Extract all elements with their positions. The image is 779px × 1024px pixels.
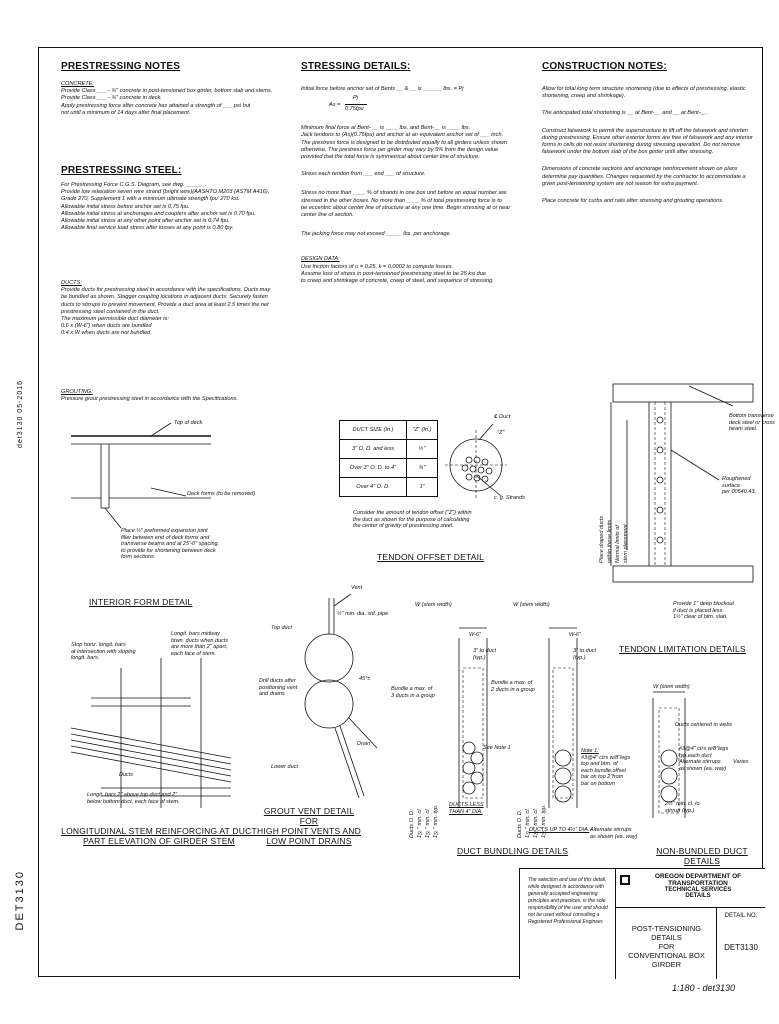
tendon-offset-note	[353, 510, 472, 530]
provide-blockout-label	[673, 601, 734, 621]
cell-size: 3" O. D. and less	[340, 440, 407, 459]
dim-labels-a	[417, 768, 424, 838]
stressing-line: be eccentric about center line of structure at any one time. Begin stressing at or near	[301, 204, 511, 211]
duct-size-table-grid	[339, 420, 438, 497]
bottom-transverse-label	[729, 413, 779, 433]
to-duct-line: 3" to duct	[573, 648, 597, 654]
formula-as: As =	[329, 102, 341, 109]
stressing-line: Stress each tendon from ___ end ___ of structure.	[301, 171, 426, 178]
dim-label: 1½" min. cl.	[425, 808, 431, 838]
drill-line: positioning vent	[259, 684, 298, 691]
to-duct-line: (typ.)	[573, 654, 586, 661]
disclaimer-line: principles and practices, is the sole	[528, 898, 606, 904]
ducts-heading: DUCTS:	[61, 280, 82, 286]
longit-midway-line: are more than 2" apart,	[171, 644, 228, 650]
stressing-line: Jack tendons to (As)(0.75fpu) and anchor at an equivalent anchor set of ___ inch.	[301, 132, 504, 139]
stressing-details-title: STRESSING DETAILS:	[301, 61, 411, 72]
ducts-centered-label: Ducts centered in webs	[675, 722, 733, 728]
z-label: "Z"	[497, 430, 505, 436]
steel-line: Allowable initial stress at anchorages and couplers after anchor set is 0.70 fpu.	[61, 210, 256, 217]
non-bundled-note	[679, 746, 728, 772]
dim-labels-a	[409, 758, 416, 838]
bottom-transverse-line: Bottom transverse	[729, 413, 774, 419]
non-bundled-w-stem: W (stem width)	[653, 684, 690, 690]
construction-notes-title: CONSTRUCTION NOTES:	[542, 61, 667, 72]
varies-label: Varies	[733, 759, 749, 765]
prestressing-notes-body	[61, 81, 296, 117]
stressing-line: stressed in the other boxes. No more than ____ % of total prestressing force is to	[301, 197, 502, 204]
disclaimer-line: not be used without consulting a	[528, 912, 600, 918]
longit-midway-label	[171, 631, 228, 657]
dim-labels-a	[425, 768, 432, 838]
date-stamp: det3130 05-2016	[17, 380, 24, 448]
construction-para: Construct falsework to permit the superstructure to lift off the falsework and shorten during prestressing. Ensure other exterior forms are free of falsework and any interior forms in cells do not resist shortening during stressing operation. Do not remove falsework under the bottom slab of the box girder until after stressing.	[542, 127, 753, 156]
roughened-line: per 00540.43.	[722, 489, 756, 495]
angle-label: 45°±	[359, 676, 371, 682]
draped-limits-label	[607, 433, 614, 563]
longit-bottom-note-line: Longit. bars 2" above top duct and 2"	[87, 792, 178, 798]
duct-size-table	[339, 420, 438, 497]
draped-limits-line: within these limits	[607, 519, 613, 563]
tendon-limitation-caption: TENDON LIMITATION DETAILS	[619, 644, 746, 654]
top-duct-label: Top duct	[271, 625, 292, 631]
title-block	[519, 868, 765, 979]
disclaimer-line: responsibility of the user and should	[528, 905, 608, 911]
dim-label: 1½" min. cl.	[533, 808, 539, 838]
stop-bars-line: Stop horiz. longit. bars	[71, 642, 126, 648]
alt-stirrups-line: Alternate stirrups	[590, 827, 632, 833]
grout-vent-caption	[254, 806, 364, 846]
longit-stem-caption-line: LONGITUDINAL STEM REINFORCING AT DUCT	[61, 826, 257, 836]
normal-limits-label	[623, 443, 630, 563]
w-minus-label-a: W-6"	[469, 632, 481, 638]
concrete-heading: CONCRETE:	[61, 81, 94, 87]
ducts-line: Provide ducts for prestressing steel in accordance with the specifications. Ducts may	[61, 287, 271, 294]
non-bundled-note-line: Alternate stirrups	[679, 759, 721, 765]
interior-form-caption: INTERIOR FORM DETAIL	[89, 597, 193, 607]
longit-midway-line: Longit. bars midway	[171, 631, 220, 637]
ducts-line: be bundled as shown. Stagger coupling locations in adjacent ducts. Securely fasten	[61, 294, 268, 301]
agency-header	[633, 873, 763, 899]
design-line: to creep and shrinkage of concrete, creep of steel, and sequence of stressing.	[301, 278, 494, 285]
stressing-line: otherwise. The prestress force per girder may vary by 5% from the design value	[301, 146, 499, 153]
stressing-formula	[301, 93, 529, 119]
see-note-label: See Note 1	[483, 745, 511, 751]
longit-bottom-note-line: below bottom duct, each face of stem.	[87, 798, 180, 805]
disclaimer-line: The selection and use of this detail,	[528, 877, 607, 883]
grouting-notes	[61, 389, 301, 403]
longit-midway-line: each face of stem.	[171, 650, 216, 657]
roughened-line: Roughened surface	[722, 476, 751, 489]
header-duct-size: DUCT SIZE (In.)	[340, 421, 407, 440]
steel-line: Allowable final service load stress after losses at any point is 0.80 fpy.	[61, 225, 234, 232]
longit-stem-caption	[59, 826, 259, 846]
table-row	[340, 440, 438, 459]
file-reference: 1:180 - det3130	[672, 983, 736, 993]
lower-duct-label: Lower duct	[271, 764, 298, 770]
stirrup-clear-line: 2½" min. cl. to	[665, 801, 700, 807]
design-data-heading: DESIGN DATA:	[301, 256, 340, 263]
cell-z: 1"	[407, 478, 438, 497]
longit-stem-caption-line: PART ELEVATION OF GIRDER STEM	[83, 836, 235, 846]
w-minus-label-b: W-6"	[569, 632, 581, 638]
cl-duct-label: ℄ Duct	[494, 414, 511, 420]
formula-bar	[345, 104, 367, 105]
dim-labels-b	[533, 768, 540, 838]
cell-z: ¾"	[407, 459, 438, 478]
cell-z: ½"	[407, 440, 438, 459]
cell-size: Over 4" O. D.	[340, 478, 407, 497]
drawing-title-line: CONVENTIONAL BOX GIRDER	[628, 951, 705, 969]
provide-blockout-line: 1½" clear of btm. slab.	[673, 614, 728, 620]
table-row	[340, 459, 438, 478]
to-duct-label-a	[473, 648, 496, 661]
drawing-sheet	[38, 47, 775, 977]
drill-line: Drill ducts after	[259, 678, 296, 684]
bottom-transverse-line: deck steel or cross	[729, 419, 775, 426]
dim-labels-b	[517, 758, 524, 838]
agency-sub: DETAILS	[685, 893, 711, 899]
dim-labels-b	[541, 768, 548, 838]
disclaimer-line: Registered Professional Engineer.	[528, 919, 604, 925]
detail-no-label: DETAIL NO.	[724, 913, 758, 919]
title-divider	[615, 907, 765, 908]
construction-para: The anticipated total shortening is __ at Bent-__ and __ at Bent-__.	[542, 110, 709, 117]
bundle2-label	[491, 680, 535, 693]
dim-label: 1½" min. cl.	[417, 808, 423, 838]
note1-line: bar on top 2"from	[581, 774, 624, 780]
ducts-label: Ducts	[119, 772, 134, 778]
normal-limits-line: stem placement	[623, 524, 629, 563]
drill-line: and drains	[259, 691, 285, 697]
bundle3-line: Bundle a max. of	[391, 686, 433, 692]
stirrup-clear-line: stirrup (typ.)	[665, 807, 695, 814]
steel-line: Grade 270, Supplement 1 with a minimum ultimate strength fpu' 270 ksi.	[61, 196, 240, 203]
disclaimer-line: generally accepted engineering	[528, 891, 598, 897]
tendon-offset-note-line: the duct as shown for the purpose of calculating	[353, 516, 470, 523]
filler-note	[121, 528, 219, 561]
stop-bars-line: at intersection with sloping	[71, 648, 136, 655]
ducts-line: 0.4 x W when ducts are not bundled.	[61, 330, 152, 337]
stressing-line: Minimum final force at Bent- __ is ____ lbs. and Bent-__ is ____ lbs.	[301, 125, 471, 132]
bottom-transverse-line: beam steel.	[729, 426, 758, 432]
dim-label: 1½" min. cl.	[525, 808, 531, 838]
concrete-line: not until a minimum of 14 days after final placement.	[61, 109, 191, 116]
w-stem-label-b: W (stem width)	[513, 602, 550, 608]
non-bundled-note-line: typ.each duct	[679, 752, 712, 759]
normal-limits-line: Normal limits of	[615, 525, 621, 563]
stressing-details-body	[301, 86, 529, 285]
longit-bottom-note	[87, 792, 180, 805]
top-of-deck-label: Top of deck	[174, 420, 203, 426]
filler-note-line: filler between end of deck forms and	[121, 534, 210, 541]
provide-blockout-line: if duct is placed less	[673, 607, 723, 614]
filler-note-line: transverse beams and at 25'-0" spacing,	[121, 541, 220, 547]
steel-line: Provide low relaxation seven wire strand (bright wire)(AASHTO M203 (ASTM A416),	[61, 189, 270, 196]
bundle2-line: 2 ducts in a group	[491, 686, 535, 693]
drawing-title-line: FOR	[658, 942, 675, 951]
construction-para: Dimensions of concrete sections and anchorage reinforcement shown on plans determine pay quantities. Changes requested by the contractor to accommodate a given post-tensioning system are not reason for extra payment.	[542, 166, 746, 187]
ducts-line: 0.6 x (W-6") when ducts are bundled	[61, 323, 152, 330]
design-line: Assume loss of stress in post-tensioned prestressing steel to be 25 ksi due	[301, 270, 486, 277]
drain-label: Drain	[357, 741, 371, 747]
title-divider	[716, 907, 717, 979]
bundle3-label	[391, 686, 435, 699]
tendon-offset-note-line: Consider the amount of tendon offset ("Z") within	[353, 510, 472, 516]
stressing-line: center line of section.	[301, 212, 354, 219]
steel-line: For Prestressing Force C.G.S. Diagram, see dwg. ______.	[61, 182, 207, 188]
non-bundled-note-line: as shown (ea. way)	[679, 765, 727, 772]
note1-line: each bundle,offset	[581, 767, 626, 774]
construction-notes-body	[542, 86, 754, 205]
grout-vent-drawing	[289, 588, 389, 808]
dim-labels-a	[433, 768, 440, 838]
concrete-line: Provide Class ___ - ¾" concrete in post-tensioned box girder, bottom slab and stems.	[61, 88, 273, 95]
steel-line: Allowable initial stress before anchor set is 0.75 fpu.	[61, 203, 190, 210]
dim-label: Ducts O. D.	[517, 809, 523, 838]
longit-midway-line: btwn. ducts when ducts	[171, 637, 229, 644]
duct-bundling-caption: DUCT BUNDLING DETAILS	[457, 846, 569, 856]
stressing-line: Stress no more than ____ % of strands in one box unit before an equal number are	[301, 190, 507, 197]
drawing-number-vertical: DET3130	[14, 870, 26, 931]
to-duct-label-b	[573, 648, 596, 661]
note1-label	[581, 748, 630, 787]
header-z: "Z" (In.)	[407, 421, 438, 440]
interior-form-drawing	[61, 418, 261, 588]
bundle3-line: 3 ducts in a group	[391, 692, 435, 699]
non-bundled-caption: NON-BUNDLED DUCT DETAILS	[656, 846, 748, 866]
ducts-upto-label: DUCTS UP TO 4½" DIA.	[529, 827, 590, 833]
cg-strands-label: c. g. Strands	[494, 495, 525, 501]
drill-label	[259, 678, 297, 698]
ducts-less-line: THAN 4" DIA.	[449, 808, 483, 815]
grout-vent-caption-line: HIGH POINT VENTS AND	[257, 826, 361, 836]
construction-para: Allow for total long term structure shortening (due to effects of prestressing, elastic shortening, creep and shrinkage).	[542, 86, 746, 100]
construction-para: Place concrete for curbs and rails after stressing and grouting operations.	[542, 198, 724, 205]
table-header-row	[340, 421, 438, 440]
roughened-label	[722, 476, 762, 496]
note1-line: Note 1:	[581, 748, 599, 754]
ducts-less-label	[449, 802, 484, 815]
agency-section: TECHNICAL SERVICES	[664, 887, 732, 893]
alt-stirrups-line: as shown (ea. way)	[590, 833, 638, 840]
formula-numerator: Pj	[353, 95, 358, 102]
stop-bars-label	[71, 642, 136, 662]
disclaimer-line: while designed in accordance with	[528, 884, 604, 890]
filler-note-line: form sections.	[121, 554, 156, 560]
alt-stirrups-label	[590, 827, 637, 840]
deck-forms-label: Deck forms (to be removed)	[187, 491, 256, 497]
note1-line: #3@4" ctrs w/8"legs	[581, 754, 631, 761]
ducts-line: The maximum permissible duct diameter is:	[61, 316, 169, 323]
stressing-line: Initial force before anchor set of Bents __ & __ is ______ lbs. = Pj	[301, 86, 464, 92]
table-row	[340, 478, 438, 497]
drawing-title-line: POST-TENSIONING DETAILS	[631, 924, 702, 942]
disclaimer	[528, 877, 612, 926]
dim-label: 1½" min. typ.	[541, 804, 547, 838]
tendon-offset-note-line: the center of gravity of prestressing steel.	[353, 523, 454, 529]
ducts-notes	[61, 280, 301, 338]
prestressing-notes-title: PRESTRESSING NOTES	[61, 61, 181, 72]
note1-line: bar on bottom	[581, 780, 615, 787]
grouting-heading: GROUTING:	[61, 389, 93, 395]
stop-bars-line: longit. bars.	[71, 655, 100, 661]
to-duct-line: (typ.)	[473, 654, 486, 661]
ducts-less-line: DUCTS LESS	[449, 802, 484, 808]
provide-blockout-line: Provide 1" deep blockout	[673, 601, 734, 607]
dim-labels-b	[525, 768, 532, 838]
non-bundled-note-line: #3@4" ctrs w/8"legs	[679, 746, 729, 752]
odot-logo-icon	[620, 875, 630, 885]
filler-note-line: to provide for shortening between deck	[121, 547, 216, 554]
concrete-line: Apply prestressing force after concrete has attained a strength of ___ psi but	[61, 102, 251, 109]
stirrup-clear-label	[665, 801, 700, 814]
drawing-title	[617, 924, 716, 969]
to-duct-line: 3" to duct	[473, 648, 497, 654]
draped-limits-label	[599, 433, 606, 563]
ducts-line: ducts to stirrups to prevent movement. Provide a duct area at least 2.5 times the net	[61, 301, 269, 308]
ducts-line: prestressing steel contained in the duct.	[61, 308, 160, 315]
prestressing-steel-title: PRESTRESSING STEEL:	[61, 165, 182, 176]
stressing-line: The prestress force is designed to be distributed equally to all girders unless shown	[301, 139, 508, 146]
pipe-label: ½" min. dia. std. pipe	[337, 611, 389, 617]
stressing-line: provided that the total force is symmetrical about center line of structure.	[301, 154, 480, 161]
bundle2-line: Bundle a max. of	[491, 680, 533, 686]
tendon-offset-caption: TENDON OFFSET DETAIL	[377, 552, 485, 562]
detail-no: DET3130	[724, 943, 758, 952]
dim-label: 1½" min. typ.	[433, 804, 439, 838]
formula-denominator: 0.75fpu	[345, 106, 364, 113]
grouting-line: Pressure grout prestressing steel in accordance with the Specifications.	[61, 396, 238, 403]
title-divider	[615, 869, 616, 979]
note1-line: top and btm. of	[581, 761, 618, 767]
concrete-line: Provide Class ___ - ¾" concrete in deck.	[61, 95, 162, 102]
grout-vent-caption-line: GROUT VENT DETAIL FOR	[263, 806, 355, 826]
design-line: Use friction factors of u = 0.25, k = 0.0002 to compute losses.	[301, 263, 454, 270]
vent-label: Vent	[351, 585, 363, 591]
draped-limits-line: Place draped ducts	[599, 515, 605, 563]
filler-note-line: Place ½" preformed expansion joint	[121, 528, 208, 534]
agency-name: OREGON DEPARTMENT OF TRANSPORTATION	[654, 873, 742, 887]
stressing-line: The jacking force may not exceed _____ lbs. per anchorage.	[301, 231, 452, 238]
dim-label: Ducts O. D.	[409, 809, 415, 838]
normal-limits-label	[615, 443, 622, 563]
prestressing-steel-body	[61, 182, 301, 232]
w-stem-label-a: W (stem width)	[415, 602, 452, 608]
grout-vent-caption-line: LOW POINT DRAINS	[266, 836, 352, 846]
steel-line: Allowable initial stress at any other point after anchor set is 0.74 fpu.	[61, 218, 230, 225]
cell-size: Over 3" O. D. to 4"	[340, 459, 407, 478]
